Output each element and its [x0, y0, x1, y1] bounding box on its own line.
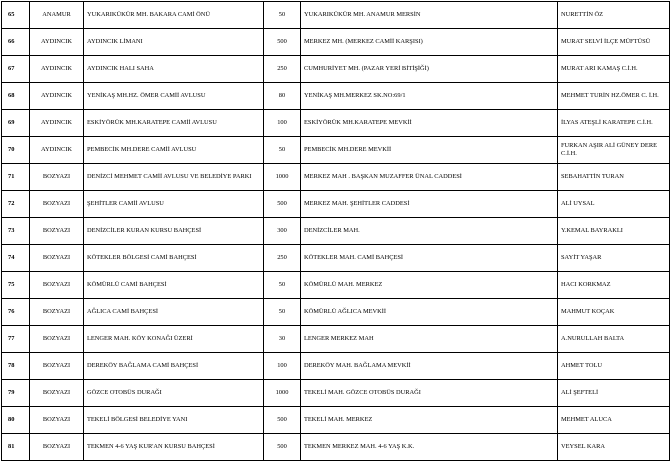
- table-row: [2, 326, 670, 353]
- location-name-cell: AYDINCIK LİMANI: [84, 29, 264, 56]
- table-row: [2, 272, 670, 299]
- district-cell: BOZYAZI: [30, 380, 84, 407]
- table-row: [2, 407, 670, 434]
- location-name-cell: GÖZCE OTOBÜS DURAĞI: [84, 380, 264, 407]
- responsible-person-cell: MURAT ARI KAMAŞ C.İ.H.: [558, 56, 670, 83]
- area-cell: 500: [264, 434, 301, 461]
- district-cell: AYDINCIK: [30, 83, 84, 110]
- location-name-cell: YUKARIKÜKÜR MH. BAKARA CAMİ ÖNÜ: [84, 2, 264, 29]
- district-cell: AYDINCIK: [30, 56, 84, 83]
- row-number-cell: 72: [2, 191, 30, 218]
- district-cell: BOZYAZI: [30, 245, 84, 272]
- location-name-cell: DENİZCİ MEHMET CAMİİ AVLUSU VE BELEDİYE PARKI: [84, 164, 264, 191]
- table-row: [2, 110, 670, 137]
- area-cell: 100: [264, 353, 301, 380]
- location-name-cell: DEREKÖY BAĞLAMA CAMİ BAHÇESİ: [84, 353, 264, 380]
- responsible-person-cell: VEYSEL KARA: [558, 434, 670, 461]
- area-cell: 1000: [264, 380, 301, 407]
- address-cell: MERKEZ MAH. ŞEHİTLER CADDESİ: [301, 191, 558, 218]
- district-cell: BOZYAZI: [30, 407, 84, 434]
- address-cell: DEREKÖY MAH. BAĞLAMA MEVKİİ: [301, 353, 558, 380]
- row-number-cell: 79: [2, 380, 30, 407]
- area-cell: 50: [264, 2, 301, 29]
- responsible-person-cell: MEHMET TURİN HZ.ÖMER C. İ.H.: [558, 83, 670, 110]
- location-name-cell: AĞLICA CAMİ BAHÇESİ: [84, 299, 264, 326]
- responsible-person-cell: ALİ UYSAL: [558, 191, 670, 218]
- row-number-cell: 78: [2, 353, 30, 380]
- table-row: [2, 137, 670, 164]
- row-number-cell: 66: [2, 29, 30, 56]
- table-row: [2, 2, 670, 29]
- responsible-person-cell: Y.KEMAL BAYRAKLI: [558, 218, 670, 245]
- row-number-cell: 77: [2, 326, 30, 353]
- area-cell: 500: [264, 29, 301, 56]
- address-cell: TEKELİ MAH. MERKEZ: [301, 407, 558, 434]
- responsible-person-cell: MEHMET ALUCA: [558, 407, 670, 434]
- row-number-cell: 76: [2, 299, 30, 326]
- area-cell: 1000: [264, 164, 301, 191]
- table-row: [2, 56, 670, 83]
- district-cell: AYDINCIK: [30, 137, 84, 164]
- district-cell: ANAMUR: [30, 2, 84, 29]
- responsible-person-cell: SAYİT YAŞAR: [558, 245, 670, 272]
- district-cell: BOZYAZI: [30, 164, 84, 191]
- area-cell: 500: [264, 407, 301, 434]
- area-cell: 250: [264, 245, 301, 272]
- address-cell: MERKEZ MH. (MERKEZ CAMİİ KARŞISI): [301, 29, 558, 56]
- address-cell: MERKEZ MAH . BAŞKAN MUZAFFER ÜNAL CADDESİ: [301, 164, 558, 191]
- location-name-cell: LENGER MAH. KÖY KONAĞI ÜZERİ: [84, 326, 264, 353]
- responsible-person-cell: MURAT SELVİ İLÇE MÜFTÜSÜ: [558, 29, 670, 56]
- row-number-cell: 81: [2, 434, 30, 461]
- responsible-person-cell: NURETTİN ÖZ: [558, 2, 670, 29]
- row-number-cell: 71: [2, 164, 30, 191]
- area-cell: 50: [264, 137, 301, 164]
- table-row: [2, 191, 670, 218]
- location-name-cell: TEKELİ BÖLGESİ BELEDİYE YANI: [84, 407, 264, 434]
- responsible-person-cell: SEBAHATTİN TURAN: [558, 164, 670, 191]
- location-name-cell: DENİZCİLER KURAN KURSU BAHÇESİ: [84, 218, 264, 245]
- responsible-person-cell: AHMET TOLU: [558, 353, 670, 380]
- locations-table: [1, 1, 670, 461]
- location-name-cell: ESKİYÖRÜK MH.KARATEPE CAMİİ AVLUSU: [84, 110, 264, 137]
- address-cell: YENİKAŞ MH.MERKEZ SK.NO:69/1: [301, 83, 558, 110]
- area-cell: 500: [264, 191, 301, 218]
- row-number-cell: 67: [2, 56, 30, 83]
- location-name-cell: AYDINCIK HALI SAHA: [84, 56, 264, 83]
- area-cell: 250: [264, 56, 301, 83]
- address-cell: KÖMÜRLÜ MAH. MERKEZ: [301, 272, 558, 299]
- address-cell: TEKELİ MAH. GÖZCE OTOBÜS DURAĞI: [301, 380, 558, 407]
- address-cell: PEMBECİK MH.DERE MEVKİİ: [301, 137, 558, 164]
- location-name-cell: KÖTEKLER BÖLGESİ CAMİ BAHÇESİ: [84, 245, 264, 272]
- location-name-cell: PEMBECİK MH.DERE CAMİİ AVLUSU: [84, 137, 264, 164]
- address-cell: LENGER MERKEZ MAH: [301, 326, 558, 353]
- area-cell: 50: [264, 299, 301, 326]
- address-cell: KÖTEKLER MAH. CAMİ BAHÇESİ: [301, 245, 558, 272]
- address-cell: KÖMÜRLÜ AĞLICA MEVKİİ: [301, 299, 558, 326]
- row-number-cell: 74: [2, 245, 30, 272]
- row-number-cell: 80: [2, 407, 30, 434]
- responsible-person-cell: MAHMUT KOÇAK: [558, 299, 670, 326]
- location-name-cell: ŞEHİTLER CAMİİ AVLUSU: [84, 191, 264, 218]
- responsible-person-cell: İLYAS ATEŞLİ KARATEPE C.İ.H.: [558, 110, 670, 137]
- district-cell: BOZYAZI: [30, 191, 84, 218]
- row-number-cell: 70: [2, 137, 30, 164]
- address-cell: CUMHURİYET MH. (PAZAR YERİ BİTİŞİĞİ): [301, 56, 558, 83]
- district-cell: BOZYAZI: [30, 218, 84, 245]
- district-cell: AYDINCIK: [30, 110, 84, 137]
- location-name-cell: YENİKAŞ MH.HZ. ÖMER CAMİİ AVLUSU: [84, 83, 264, 110]
- district-cell: BOZYAZI: [30, 353, 84, 380]
- responsible-person-cell: HACI KORKMAZ: [558, 272, 670, 299]
- row-number-cell: 65: [2, 2, 30, 29]
- responsible-person-cell: FURKAN AŞIR ALİ GÜNEY DERE C.İ.H.: [558, 137, 670, 164]
- district-cell: BOZYAZI: [30, 326, 84, 353]
- table-row: [2, 29, 670, 56]
- area-cell: 80: [264, 83, 301, 110]
- row-number-cell: 75: [2, 272, 30, 299]
- row-number-cell: 73: [2, 218, 30, 245]
- table-row: [2, 83, 670, 110]
- table-row: [2, 434, 670, 461]
- row-number-cell: 68: [2, 83, 30, 110]
- address-cell: TEKMEN MERKEZ MAH. 4-6 YAŞ K.K.: [301, 434, 558, 461]
- district-cell: BOZYAZI: [30, 272, 84, 299]
- responsible-person-cell: A.NURULLAH BALTA: [558, 326, 670, 353]
- table-row: [2, 380, 670, 407]
- address-cell: ESKİYÖRÜK MH.KARATEPE MEVKİİ: [301, 110, 558, 137]
- district-cell: BOZYAZI: [30, 434, 84, 461]
- table-row: [2, 353, 670, 380]
- table-body: [2, 2, 670, 461]
- address-cell: DENİZCİLER MAH.: [301, 218, 558, 245]
- location-name-cell: TEKMEN 4-6 YAŞ KUR'AN KURSU BAHÇESİ: [84, 434, 264, 461]
- table-row: [2, 164, 670, 191]
- area-cell: 50: [264, 272, 301, 299]
- row-number-cell: 69: [2, 110, 30, 137]
- area-cell: 30: [264, 326, 301, 353]
- address-cell: YUKARIKÜKÜR MH. ANAMUR MERSİN: [301, 2, 558, 29]
- responsible-person-cell: ALİ ŞEFTELİ: [558, 380, 670, 407]
- table-row: [2, 218, 670, 245]
- location-name-cell: KÖMÜRLÜ CAMİ BAHÇESİ: [84, 272, 264, 299]
- area-cell: 300: [264, 218, 301, 245]
- area-cell: 100: [264, 110, 301, 137]
- district-cell: AYDINCIK: [30, 29, 84, 56]
- district-cell: BOZYAZI: [30, 299, 84, 326]
- table-row: [2, 245, 670, 272]
- table-row: [2, 299, 670, 326]
